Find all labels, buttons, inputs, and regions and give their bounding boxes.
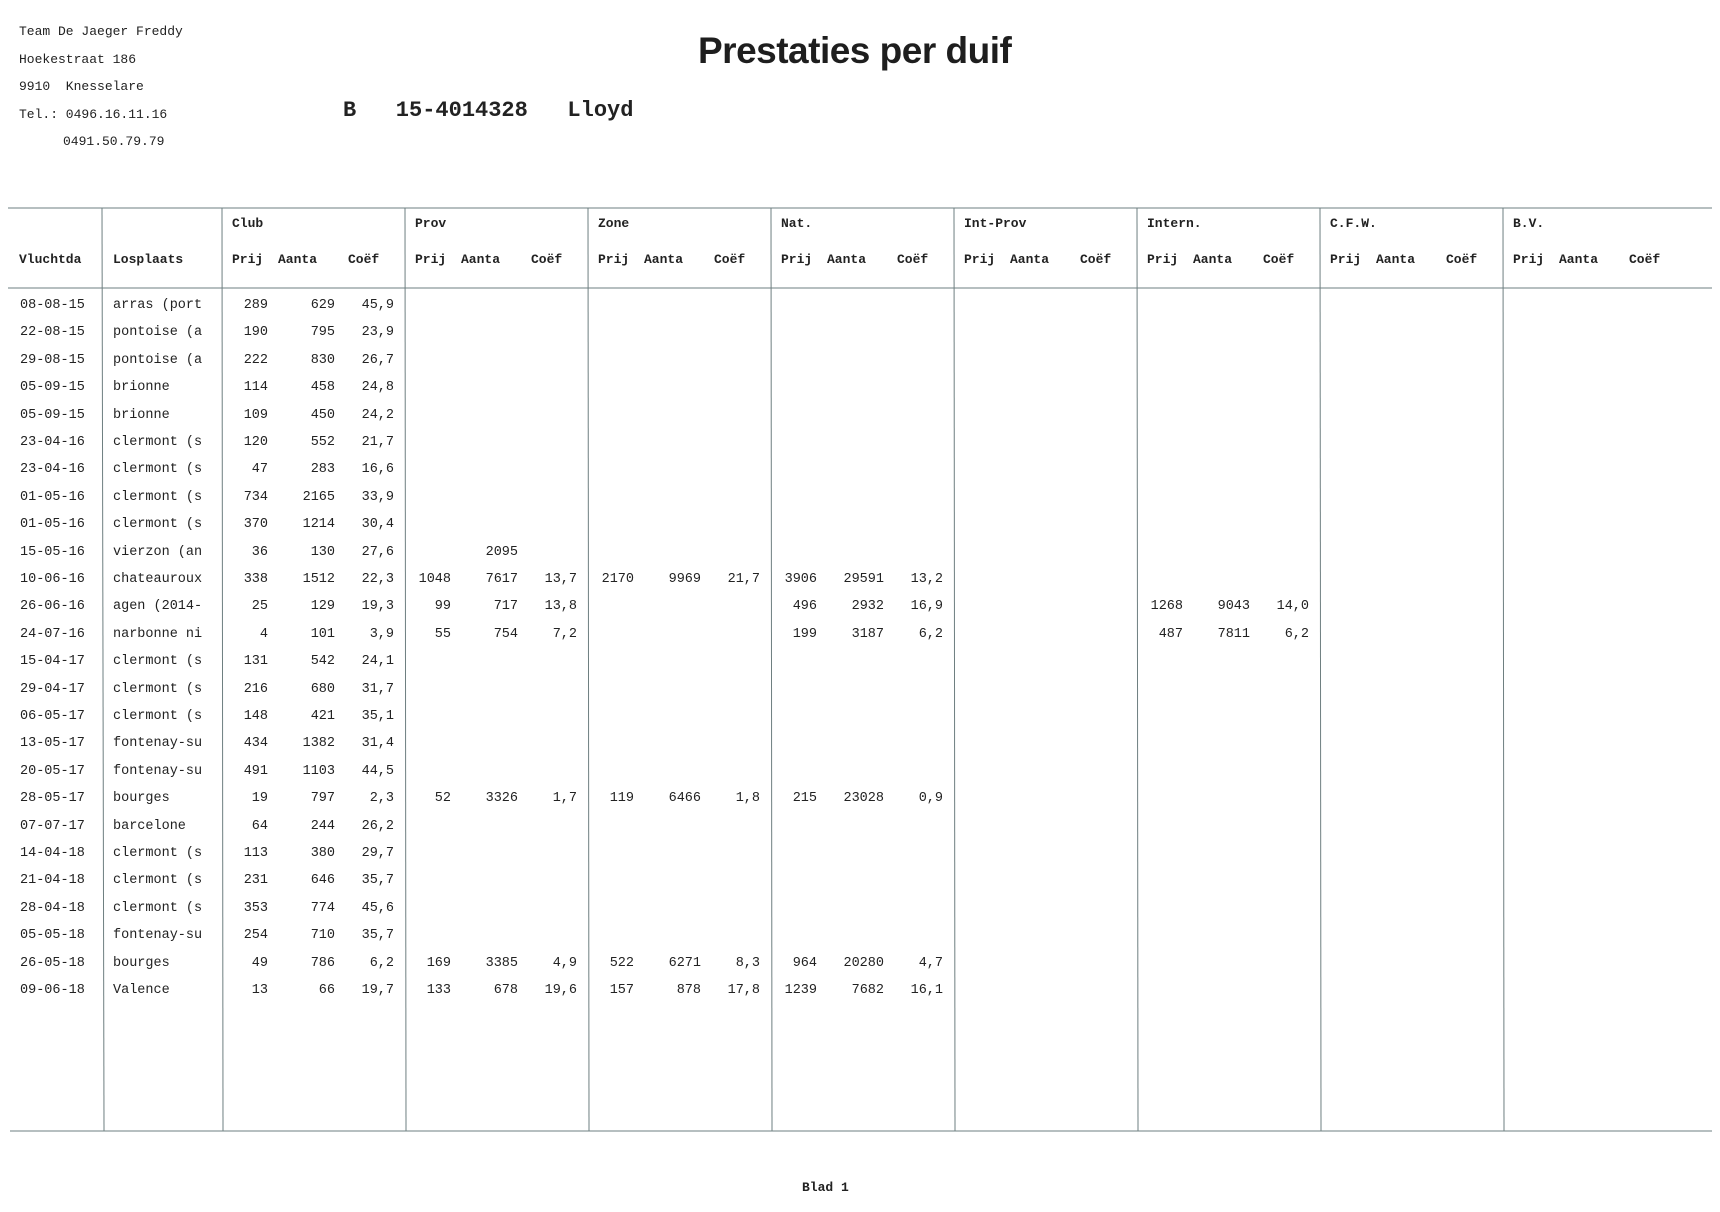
group-header-intern: Intern.	[1147, 216, 1202, 231]
cell-place: fontenay-su	[113, 928, 203, 944]
cell-club-coef: 29,7	[361, 846, 394, 861]
cell-place: bourges	[113, 955, 170, 971]
cell-date: 10-06-16	[20, 572, 85, 587]
cell-intern-aanta: 7811	[1217, 626, 1250, 642]
cell-place: Valence	[113, 983, 170, 998]
address-line-name: Team De Jaeger Freddy	[19, 24, 183, 39]
sub-header-cfw-prij: Prij	[1330, 252, 1362, 267]
cell-club-coef: 22,3	[361, 572, 394, 587]
cell-place: clermont (s	[113, 709, 203, 724]
cell-nat-prij: 3906	[784, 572, 817, 587]
col-divider	[102, 208, 104, 1131]
cell-club-coef: 35,1	[361, 709, 394, 724]
cell-club-coef: 24,1	[361, 654, 394, 670]
cell-prov-aanta: 7617	[485, 572, 518, 587]
cell-zone-coef: 8,3	[735, 955, 760, 971]
cell-club-aanta: 458	[310, 380, 335, 396]
sub-header-club-prij: Prij	[232, 252, 264, 267]
cell-date: 01-05-16	[20, 517, 85, 533]
sub-header-zone-aanta: Aanta	[644, 252, 684, 267]
cell-club-coef: 27,6	[361, 544, 394, 560]
address-line-phone: Tel.: 0496.16.11.16	[19, 106, 168, 122]
cell-date: 14-04-18	[20, 846, 85, 861]
sub-header-cfw-aanta: Aanta	[1376, 252, 1416, 267]
cell-club-coef: 16,6	[361, 462, 394, 478]
cell-intern-prij: 487	[1158, 626, 1183, 642]
cell-club-prij: 13	[251, 983, 268, 998]
cell-club-aanta: 129	[310, 599, 335, 615]
cell-date: 29-08-15	[20, 352, 85, 368]
cell-place: clermont (s	[113, 681, 203, 697]
header-vluchtdatum: Vluchtda	[19, 252, 82, 267]
cell-club-prij: 289	[243, 298, 268, 313]
cell-place: vierzon (an	[113, 544, 203, 560]
cell-date: 26-05-18	[20, 955, 85, 971]
cell-place: agen (2014-	[113, 599, 203, 615]
col-divider	[954, 208, 955, 1131]
cell-place: clermont (s	[113, 435, 203, 450]
cell-club-prij: 231	[243, 873, 268, 889]
cell-prov-aanta: 754	[493, 626, 518, 642]
cell-nat-coef: 16,9	[910, 599, 943, 615]
group-header-club: Club	[232, 216, 264, 231]
cell-club-coef: 19,3	[361, 599, 394, 615]
cell-date: 22-08-15	[20, 325, 85, 341]
cell-club-prij: 734	[243, 489, 268, 505]
cell-zone-aanta: 6466	[668, 791, 701, 807]
cell-zone-coef: 21,7	[727, 572, 760, 587]
cell-club-prij: 49	[251, 955, 268, 971]
cell-club-prij: 120	[243, 435, 268, 450]
address-line-street: Hoekestraat 186	[19, 51, 137, 67]
cell-club-prij: 370	[243, 517, 268, 533]
cell-place: fontenay-su	[113, 763, 203, 779]
cell-club-prij: 190	[243, 325, 268, 341]
cell-club-prij: 25	[251, 599, 268, 615]
cell-nat-aanta: 2932	[851, 599, 884, 615]
cell-club-coef: 33,9	[361, 489, 394, 505]
page-title: Prestaties per duif	[698, 30, 1012, 71]
cell-club-prij: 114	[243, 380, 268, 396]
cell-club-aanta: 66	[318, 983, 335, 998]
cell-club-aanta: 283	[310, 462, 335, 478]
cell-nat-aanta: 3187	[851, 626, 884, 642]
cell-club-aanta: 1103	[302, 763, 335, 779]
cell-club-prij: 109	[243, 407, 268, 423]
cell-club-aanta: 830	[310, 352, 335, 368]
cell-club-coef: 26,7	[361, 352, 394, 368]
cell-club-coef: 44,5	[361, 763, 394, 779]
cell-prov-prij: 99	[434, 599, 451, 615]
cell-club-prij: 4	[259, 626, 268, 642]
cell-place: barcelone	[113, 818, 186, 834]
cell-date: 07-07-17	[20, 818, 85, 834]
cell-club-aanta: 421	[310, 709, 335, 724]
cell-place: pontoise (a	[113, 352, 203, 368]
sub-header-club-coef: Coëf	[348, 252, 380, 267]
sub-header-bv-aanta: Aanta	[1559, 252, 1599, 267]
sub-header-bv-prij: Prij	[1513, 252, 1545, 267]
cell-club-coef: 23,9	[361, 325, 394, 341]
cell-intern-coef: 14,0	[1276, 599, 1309, 615]
group-header-intprov: Int-Prov	[964, 216, 1027, 231]
cell-nat-prij: 496	[792, 599, 817, 615]
cell-prov-coef: 7,2	[552, 626, 577, 642]
cell-date: 21-04-18	[20, 873, 85, 889]
cell-place: fontenay-su	[113, 736, 203, 752]
sub-header-bv-coef: Coëf	[1629, 252, 1661, 267]
cell-club-coef: 2,3	[369, 791, 394, 807]
cell-nat-aanta: 23028	[843, 791, 884, 807]
cell-date: 15-05-16	[20, 544, 85, 560]
col-divider	[1320, 208, 1321, 1131]
cell-club-coef: 24,2	[361, 407, 394, 423]
sub-header-zone-prij: Prij	[598, 252, 630, 267]
cell-zone-coef: 17,8	[727, 983, 760, 998]
cell-prov-coef: 19,6	[544, 983, 577, 998]
sub-header-prov-aanta: Aanta	[461, 252, 501, 267]
cell-club-coef: 31,7	[361, 681, 394, 697]
cell-club-aanta: 1382	[302, 736, 335, 752]
cell-prov-aanta: 678	[493, 983, 518, 998]
cell-date: 28-05-17	[20, 791, 85, 807]
cell-zone-aanta: 878	[676, 983, 701, 998]
cell-club-coef: 3,9	[369, 626, 394, 642]
address-line-phone2: 0491.50.79.79	[63, 134, 165, 149]
cell-club-aanta: 1512	[302, 572, 335, 587]
cell-prov-coef: 13,8	[544, 599, 577, 615]
cell-date: 08-08-15	[20, 298, 85, 313]
cell-club-aanta: 244	[310, 818, 335, 834]
cell-club-aanta: 1214	[302, 517, 335, 533]
cell-place: clermont (s	[113, 517, 203, 533]
address-line-city: 9910 Knesselare	[19, 79, 144, 94]
sub-header-zone-coef: Coëf	[714, 252, 746, 267]
cell-club-aanta: 680	[310, 681, 335, 697]
cell-nat-coef: 13,2	[910, 572, 943, 587]
sub-header-nat-aanta: Aanta	[827, 252, 867, 267]
cell-place: narbonne ni	[113, 626, 203, 642]
cell-place: chateauroux	[113, 572, 203, 587]
sub-header-nat-coef: Coëf	[897, 252, 929, 267]
cell-club-prij: 64	[251, 818, 268, 834]
cell-date: 13-05-17	[20, 736, 85, 752]
cell-zone-prij: 157	[609, 983, 634, 998]
cell-place: arras (port	[113, 298, 203, 313]
sub-header-cfw-coef: Coëf	[1446, 252, 1478, 267]
cell-club-coef: 26,2	[361, 818, 394, 834]
group-header-zone: Zone	[598, 216, 630, 231]
cell-nat-coef: 16,1	[910, 983, 943, 998]
cell-zone-coef: 1,8	[735, 791, 760, 807]
cell-place: clermont (s	[113, 846, 203, 861]
cell-intern-coef: 6,2	[1284, 626, 1309, 642]
cell-zone-aanta: 6271	[668, 955, 701, 971]
cell-nat-coef: 4,7	[918, 955, 943, 971]
cell-date: 01-05-16	[20, 489, 85, 505]
sub-header-nat-prij: Prij	[781, 252, 813, 267]
cell-prov-coef: 1,7	[552, 791, 577, 807]
cell-club-prij: 131	[243, 654, 268, 670]
group-header-bv: B.V.	[1513, 216, 1545, 231]
cell-prov-aanta: 3326	[485, 791, 518, 807]
cell-club-aanta: 542	[310, 654, 335, 670]
cell-club-prij: 47	[251, 462, 268, 478]
cell-club-aanta: 774	[310, 900, 335, 916]
cell-club-coef: 35,7	[361, 873, 394, 889]
cell-place: clermont (s	[113, 900, 203, 916]
cell-club-prij: 148	[243, 709, 268, 724]
cell-club-prij: 19	[251, 791, 268, 807]
cell-prov-coef: 13,7	[544, 572, 577, 587]
cell-club-aanta: 552	[310, 435, 335, 450]
cell-zone-aanta: 9969	[668, 572, 701, 587]
cell-place: clermont (s	[113, 462, 203, 478]
cell-zone-prij: 2170	[601, 572, 634, 587]
cell-club-aanta: 795	[310, 325, 335, 341]
cell-club-prij: 36	[251, 544, 268, 560]
cell-prov-prij: 133	[426, 983, 451, 998]
cell-club-aanta: 380	[310, 846, 335, 861]
cell-zone-prij: 119	[609, 791, 634, 807]
cell-club-prij: 434	[243, 736, 268, 752]
sub-header-prov-coef: Coëf	[531, 252, 563, 267]
cell-date: 06-05-17	[20, 709, 85, 724]
header-losplaats: Losplaats	[113, 252, 184, 267]
cell-club-aanta: 629	[310, 298, 335, 313]
cell-place: clermont (s	[113, 489, 203, 505]
cell-prov-aanta: 3385	[485, 955, 518, 971]
cell-nat-prij: 199	[792, 626, 817, 642]
cell-club-prij: 338	[243, 572, 268, 587]
page-footer: Blad 1	[802, 1180, 849, 1195]
cell-nat-coef: 6,2	[918, 626, 943, 642]
cell-club-coef: 24,8	[361, 380, 394, 396]
cell-nat-prij: 215	[792, 791, 817, 807]
cell-club-aanta: 786	[310, 955, 335, 971]
cell-club-prij: 491	[243, 763, 268, 779]
cell-intern-aanta: 9043	[1217, 599, 1250, 615]
cell-place: bourges	[113, 791, 170, 807]
sub-header-club-aanta: Aanta	[278, 252, 318, 267]
col-divider	[1137, 208, 1138, 1131]
sub-header-intern-prij: Prij	[1147, 252, 1179, 267]
cell-club-prij: 216	[243, 681, 268, 697]
cell-prov-prij: 1048	[418, 572, 451, 587]
cell-club-coef: 30,4	[361, 517, 394, 533]
cell-date: 09-06-18	[20, 983, 85, 998]
cell-date: 28-04-18	[20, 900, 85, 916]
cell-club-coef: 35,7	[361, 928, 394, 944]
cell-prov-aanta: 717	[493, 599, 518, 615]
cell-club-aanta: 646	[310, 873, 335, 889]
cell-place: brionne	[113, 380, 170, 396]
cell-nat-aanta: 20280	[843, 955, 884, 971]
cell-prov-aanta: 2095	[485, 544, 518, 560]
cell-club-coef: 45,6	[361, 900, 394, 916]
cell-club-aanta: 130	[310, 544, 335, 560]
pigeon-id: B 15-4014328 Lloyd	[343, 98, 634, 123]
cell-prov-coef: 4,9	[552, 955, 577, 971]
cell-place: pontoise (a	[113, 325, 203, 341]
cell-club-coef: 6,2	[369, 955, 394, 971]
group-header-cfw: C.F.W.	[1330, 216, 1377, 231]
cell-nat-prij: 1239	[784, 983, 817, 998]
cell-date: 05-05-18	[20, 928, 85, 944]
cell-zone-prij: 522	[609, 955, 634, 971]
sub-header-intprov-coef: Coëf	[1080, 252, 1112, 267]
cell-date: 26-06-16	[20, 599, 85, 615]
cell-place: clermont (s	[113, 654, 203, 670]
sub-header-intprov-prij: Prij	[964, 252, 996, 267]
cell-date: 23-04-16	[20, 462, 85, 478]
cell-date: 05-09-15	[20, 407, 85, 423]
cell-date: 05-09-15	[20, 380, 85, 396]
cell-club-coef: 31,4	[361, 736, 394, 752]
cell-date: 29-04-17	[20, 681, 85, 697]
cell-club-coef: 19,7	[361, 983, 394, 998]
cell-nat-coef: 0,9	[918, 791, 943, 807]
cell-intern-prij: 1268	[1150, 599, 1183, 615]
cell-club-coef: 21,7	[361, 435, 394, 450]
cell-club-coef: 45,9	[361, 298, 394, 313]
cell-prov-prij: 169	[426, 955, 451, 971]
group-header-prov: Prov	[415, 216, 447, 231]
cell-date: 23-04-16	[20, 435, 85, 450]
cell-club-prij: 353	[243, 900, 268, 916]
cell-date: 15-04-17	[20, 654, 85, 670]
cell-date: 24-07-16	[20, 626, 85, 642]
cell-date: 20-05-17	[20, 763, 85, 779]
sub-header-intern-aanta: Aanta	[1193, 252, 1233, 267]
cell-club-aanta: 797	[310, 791, 335, 807]
cell-club-aanta: 450	[310, 407, 335, 423]
cell-place: brionne	[113, 407, 170, 423]
sub-header-intprov-aanta: Aanta	[1010, 252, 1050, 267]
cell-prov-prij: 52	[434, 791, 451, 807]
cell-place: clermont (s	[113, 873, 203, 889]
cell-club-prij: 254	[243, 928, 268, 944]
cell-club-aanta: 2165	[302, 489, 335, 505]
col-divider	[1503, 208, 1504, 1131]
sub-header-prov-prij: Prij	[415, 252, 447, 267]
cell-nat-prij: 964	[792, 955, 817, 971]
cell-prov-prij: 55	[434, 626, 451, 642]
cell-club-prij: 113	[243, 846, 268, 861]
cell-club-aanta: 101	[310, 626, 335, 642]
cell-club-prij: 222	[243, 352, 268, 368]
sub-header-intern-coef: Coëf	[1263, 252, 1295, 267]
group-header-nat: Nat.	[781, 216, 813, 231]
cell-club-aanta: 710	[310, 928, 335, 944]
cell-nat-aanta: 29591	[843, 572, 884, 587]
cell-nat-aanta: 7682	[851, 983, 884, 998]
